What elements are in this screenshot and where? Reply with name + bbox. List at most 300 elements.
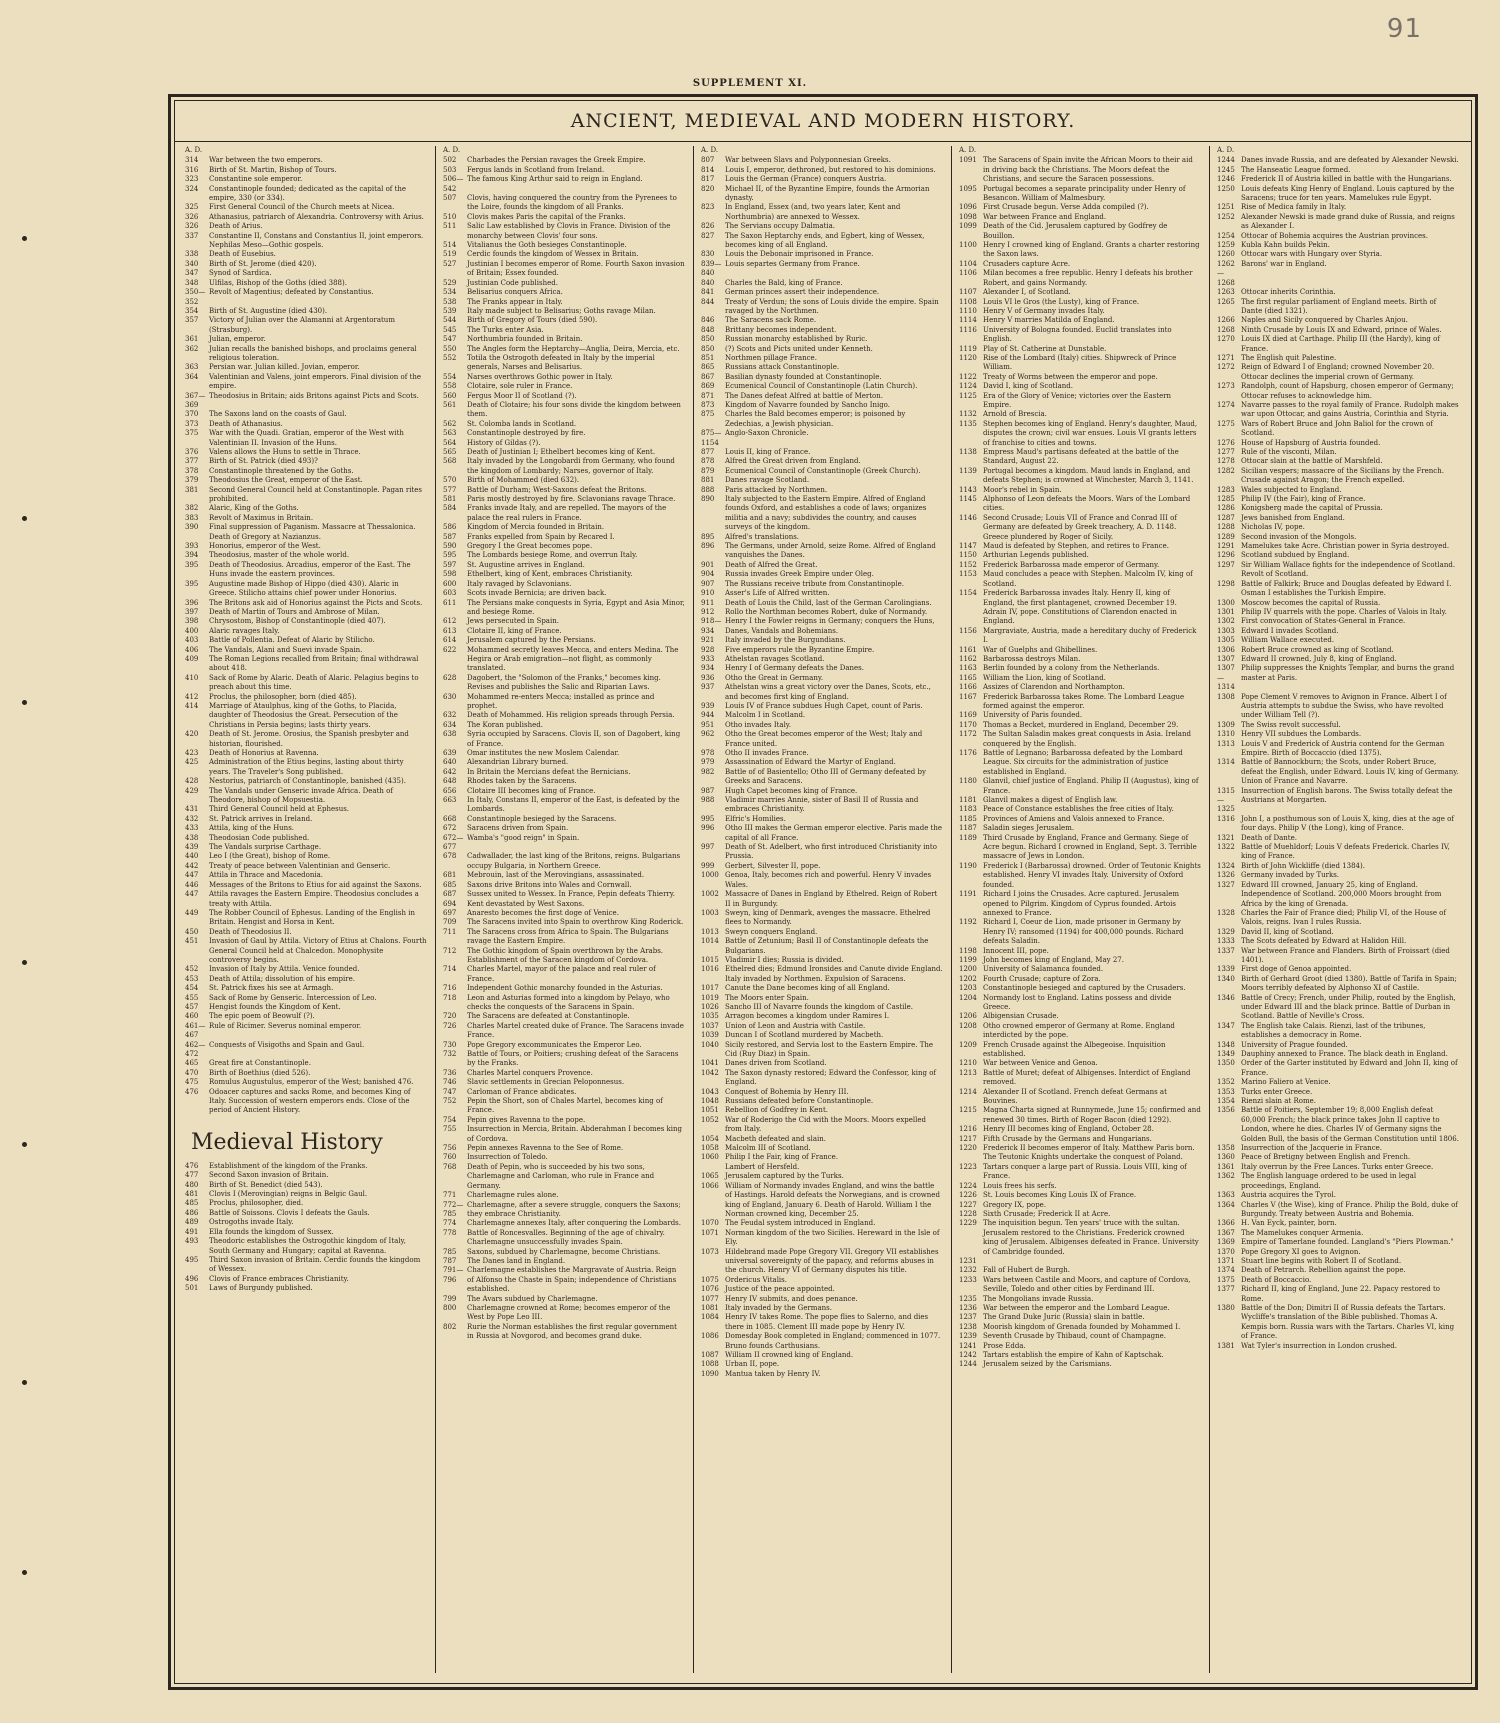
entry-year: 1154 <box>959 589 977 598</box>
entry-year: 1285 <box>1217 495 1235 504</box>
timeline-entry <box>443 420 685 429</box>
entry-text: Asser's Life of Alfred written. <box>725 589 830 598</box>
entry-text: Third Saxon invasion of Britain. Cerdic founds the kingdom of Wessex. <box>209 1255 421 1274</box>
entry-year: 1203 <box>959 984 977 993</box>
entry-year: 1265 <box>1217 297 1235 306</box>
timeline-entry <box>185 279 427 288</box>
entry-year: 1150 <box>959 551 977 560</box>
entry-text: Edward II crowned, July 8, king of England. <box>1241 654 1397 663</box>
timeline-entry <box>701 166 943 175</box>
entry-year: 1135 <box>959 419 977 428</box>
timeline-entry <box>443 1144 685 1153</box>
timeline-entry <box>443 881 685 890</box>
entry-text: Danes ravage Scotland. <box>725 476 810 485</box>
timeline-entry <box>443 1041 685 1050</box>
timeline-entry <box>959 984 1201 993</box>
entry-text: German princes assert their independence. <box>725 288 880 297</box>
entry-text: Louis VI le Gros (the Lusty), king of France. <box>983 297 1140 306</box>
entry-text: The Sultan Saladin makes great conquests in Asia. Ireland conquered by the English. <box>983 730 1191 748</box>
timeline-entry <box>701 429 943 448</box>
timeline-entry <box>443 1219 685 1228</box>
entry-text: Battle of Poitiers, September 19; 8,000 English defeat 60,000 French; the black prince takes John II captive to London, where he dies. Charles IV of Germany signs the Golden Bull, the basis of the German Constitution until 1806. <box>1241 1106 1459 1143</box>
timeline-entry <box>443 448 685 457</box>
entry-year: 752 <box>443 1097 457 1106</box>
entry-year: 711 <box>443 927 457 936</box>
timeline-entry <box>1217 561 1459 580</box>
entry-text: William II crowned king of England. <box>725 1351 854 1359</box>
timeline-entry <box>443 213 685 222</box>
entry-year: 936 <box>701 673 715 682</box>
entry-text: Treaty of Verdun; the sons of Louis divide the empire. Spain ravaged by the Northmen. <box>725 297 939 315</box>
timeline-entry <box>1217 486 1459 495</box>
timeline-entry <box>443 298 685 307</box>
timeline-entry <box>1217 871 1459 880</box>
entry-text: Alfred's translations. <box>725 532 800 541</box>
entry-text: Marino Faliero at Venice. <box>1241 1078 1331 1087</box>
timeline-entry <box>959 448 1201 467</box>
timeline-entry <box>185 345 427 364</box>
timeline-entry <box>959 730 1201 749</box>
timeline-entry <box>959 777 1201 796</box>
entry-text: The Gothic kingdom of Spain overthrown by the Arabs. Establishment of the Saracen kingdom of Cordova. <box>467 946 664 964</box>
entry-year: 428 <box>185 777 199 786</box>
timeline-entry <box>443 476 685 485</box>
timeline-entry <box>959 185 1201 204</box>
timeline-entry <box>959 269 1201 288</box>
binding-hole <box>22 1570 27 1575</box>
entry-text: Odoacer captures and sacks Rome, and becomes King of Italy. Succession of western emperors ends. Close of the period of Ancient History. <box>209 1087 411 1115</box>
timeline-entry <box>959 956 1201 965</box>
entry-year: 431 <box>185 805 199 814</box>
timeline-entry <box>701 599 943 608</box>
timeline-entry <box>701 1276 943 1285</box>
entry-year: 1040 <box>701 1040 719 1049</box>
entry-text: Sack of Rome by Alaric. Death of Alaric. Pelagius begins to preach about this time. <box>209 673 419 692</box>
entry-text: History of Gildas (?). <box>467 438 541 447</box>
timeline-entry <box>443 636 685 645</box>
timeline-entry <box>185 1209 427 1218</box>
timeline-column-2 <box>443 146 685 1673</box>
timeline-entry <box>959 298 1201 307</box>
entry-text: Honorius, emperor of the West. <box>209 542 321 551</box>
entry-text: Fergus Moor II of Scotland (?). <box>467 391 577 400</box>
timeline-entry <box>443 392 685 401</box>
entry-text: Victory of Julian over the Alamanni at Argentoratum (Strasburg). <box>209 316 395 334</box>
entry-text: The Danes defeat Alfred at battle of Merton. <box>725 391 883 400</box>
entry-text: Death of Boccaccio. <box>1241 1275 1312 1284</box>
timeline-entry <box>959 213 1201 222</box>
timeline-entry <box>443 984 685 993</box>
timeline-entry <box>1217 504 1459 513</box>
entry-text: Provinces of Amiens and Valois annexed to France. <box>983 814 1165 823</box>
entry-year: 978 <box>701 749 715 757</box>
entry-year: 1377 <box>1217 1285 1235 1294</box>
entry-text: Five emperors rule the Byzantine Empire. <box>725 645 875 654</box>
entry-text: Valentinian and Valens, joint emperors. Final division of the empire. <box>209 372 422 391</box>
entry-text: Turks enter Greece. <box>1241 1087 1313 1096</box>
timeline-entry <box>959 646 1201 655</box>
entry-year: 1298 <box>1217 579 1235 588</box>
entry-year: 527 <box>443 259 457 268</box>
entry-year: 382 <box>185 504 199 513</box>
timeline-entry <box>185 156 427 165</box>
timeline-entry <box>1217 655 1459 664</box>
entry-year: 433 <box>185 824 199 833</box>
entry-year: 1066 <box>701 1181 719 1190</box>
history-table-frame <box>168 94 1478 1690</box>
entry-text: Frederick Barbarossa invades Italy. Henry II, king of England, the first plantagenet, crowned December 19. Adrain IV, pope. Constitutions of Clarendon enacted in England. <box>983 589 1177 626</box>
entry-text: The English take Calais. Rienzi, last of the tribunes, establishes a democracy in Rome. <box>1241 1021 1426 1040</box>
timeline-columns <box>185 146 1461 1673</box>
timeline-entry <box>1217 1097 1459 1106</box>
page-number: 91 <box>1386 14 1422 44</box>
entry-text: Revolt of Maximus in Britain. <box>209 513 314 522</box>
entry-year: 568 <box>443 457 457 466</box>
entry-year: 450 <box>185 927 199 936</box>
entry-year: 600 <box>443 579 457 588</box>
entry-year: 1114 <box>959 316 977 325</box>
entry-text: Barbarossa destroys Milan. <box>983 654 1081 663</box>
timeline-entry <box>185 203 427 212</box>
entry-text: Justinian Code published. <box>467 278 558 287</box>
timeline-entry <box>443 260 685 279</box>
entry-year: 1189 <box>959 833 977 842</box>
entry-text: Wamba's "good reign" in Spain. <box>467 833 580 842</box>
entry-year: 440 <box>185 852 199 861</box>
entry-year: 1143 <box>959 485 977 494</box>
entry-year: 1275 <box>1217 419 1235 428</box>
entry-text: Alexander II of Scotland. French defeat Germans at Bouvines. <box>983 1087 1167 1106</box>
entry-text: Alexander Newski is made grand duke of Russia, and reigns as Alexander I. <box>1241 212 1455 231</box>
timeline-entry <box>185 363 427 372</box>
entry-year: 1162 <box>959 654 977 663</box>
era-label: A. D. <box>443 146 461 154</box>
timeline-entry <box>959 1360 1201 1369</box>
entry-text: Charles Martel created duke of France. The Saracens invade France. <box>467 1021 684 1040</box>
timeline-entry <box>443 928 685 947</box>
entry-year: 988 <box>701 796 715 805</box>
entry-text: Kubla Kahn builds Pekin. <box>1241 241 1330 250</box>
entry-year: 383 <box>185 513 199 522</box>
entry-year: 420 <box>185 730 199 739</box>
timeline-entry <box>185 890 427 909</box>
entry-text: Birth of Gregory of Tours (died 590). <box>467 316 598 325</box>
entry-text: The Saxon dynasty restored; Edward the Confessor, king of England. <box>725 1068 937 1087</box>
entry-year: 1116 <box>959 325 977 334</box>
timeline-entry <box>1217 439 1459 448</box>
entry-text: Invasion of Gaul by Attila. Victory of Etius at Chalons. Fourth General Council held at Chalcedon. Monophysite controversy begins. <box>209 937 427 964</box>
timeline-entry <box>185 1190 427 1199</box>
entry-text: Henry IV takes Rome. The pope flies to Salerno, and dies there in 1085. Clement III made pope by Henry IV. <box>725 1313 929 1331</box>
timeline-entry <box>1217 241 1459 250</box>
entry-text: Athelstan ravages Scotland. <box>725 654 825 663</box>
entry-year: 1236 <box>959 1303 977 1312</box>
entry-text: In Italy, Constans II, emperor of the East, is defeated by the Lombards. <box>467 796 680 814</box>
timeline-entry <box>959 1201 1201 1210</box>
entry-text: Scots invade Bernicia; are driven back. <box>467 589 607 598</box>
timeline-entry <box>1217 815 1459 834</box>
entry-year: 1364 <box>1217 1200 1235 1209</box>
entry-text: Administration of the Etius begins, lasting about thirty years. The Traveler's Song published. <box>209 758 404 776</box>
timeline-entry <box>1217 1191 1459 1200</box>
entry-year: 1297 <box>1217 560 1235 569</box>
timeline-entry <box>701 1116 943 1135</box>
timeline-entry <box>1217 467 1459 486</box>
entry-year: 907 <box>701 579 715 588</box>
timeline-entry <box>701 382 943 391</box>
entry-year: 877 <box>701 448 715 456</box>
entry-text: Death of Eusebius. <box>209 250 276 259</box>
entry-year: 1152 <box>959 560 977 569</box>
entry-text: Theodosius the Great, emperor of the East. <box>209 476 363 485</box>
entry-year: 534 <box>443 288 457 297</box>
timeline-entry <box>1217 1219 1459 1228</box>
title-divider <box>175 141 1471 142</box>
timeline-entry <box>443 401 685 420</box>
entry-year: 1306 <box>1217 645 1235 654</box>
timeline-entry <box>185 909 427 928</box>
timeline-entry <box>185 805 427 814</box>
entry-text: (?) Scots and Picts united under Kenneth. <box>725 344 873 353</box>
entry-year: 1374 <box>1217 1266 1235 1275</box>
timeline-entry <box>1217 326 1459 335</box>
entry-year: 642 <box>443 767 457 776</box>
timeline-entry <box>185 871 427 880</box>
entry-text: Portugal becomes a kingdom. Maud lands in England, and defeats Stephen; is crowned at Winchester, March 3, 1141. <box>983 466 1194 485</box>
entry-text: Northmen pillage France. <box>725 353 817 362</box>
timeline-column-1 <box>185 146 427 1673</box>
entry-year: 429 <box>185 786 199 795</box>
entry-year: 681 <box>443 871 457 880</box>
entry-text: Birth of St. Jerome (died 420). <box>209 259 317 268</box>
entry-year: 1172 <box>959 730 977 739</box>
timeline-entry <box>443 617 685 626</box>
timeline-entry <box>701 589 943 598</box>
entry-year: 1084 <box>701 1313 719 1322</box>
timeline-entry <box>959 1295 1201 1304</box>
entry-year: 340 <box>185 259 199 268</box>
timeline-entry <box>185 166 427 175</box>
entry-year: 1223 <box>959 1162 977 1171</box>
entry-text: Kingdom of Navarre founded by Sancho Inigo. <box>725 400 890 409</box>
timeline-entry <box>701 843 943 862</box>
entry-year: 802 <box>443 1322 457 1331</box>
timeline-entry <box>959 392 1201 411</box>
entry-year: 844 <box>701 297 715 306</box>
timeline-entry <box>959 674 1201 683</box>
timeline-entry <box>1217 260 1459 288</box>
entry-year: 586 <box>443 523 457 532</box>
timeline-entry <box>443 354 685 373</box>
timeline-entry <box>701 250 943 259</box>
timeline-entry <box>701 401 943 410</box>
entry-year: 1307—1314 <box>1217 664 1235 692</box>
entry-text: Carloman of France abdicates. <box>467 1087 577 1096</box>
entry-year: 1309 <box>1217 720 1235 729</box>
entry-year: 1002 <box>701 890 719 899</box>
timeline-entry <box>1217 1304 1459 1342</box>
entry-year: 890 <box>701 495 715 504</box>
entry-year: 362 <box>185 344 199 353</box>
entry-year: 316 <box>185 165 199 174</box>
entry-year: 996 <box>701 824 715 833</box>
timeline-entry <box>1217 1248 1459 1257</box>
entry-year: 771 <box>443 1191 457 1200</box>
entry-year: 439 <box>185 843 199 852</box>
entry-text: The Britons ask aid of Honorius against the Picts and Scots. <box>209 598 423 607</box>
entry-year: 432 <box>185 814 199 823</box>
entry-text: Ninth Crusade by Louis IX and Edward, prince of Wales. <box>1241 325 1442 334</box>
entry-year: 1270 <box>1217 335 1235 344</box>
entry-text: Ottocar inherits Corinthia. <box>1241 288 1336 297</box>
entry-text: Louis separtes Germany from France. <box>725 259 860 268</box>
timeline-entry <box>959 542 1201 551</box>
entry-year: 840 <box>701 278 715 287</box>
entry-text: War between Slavs and Polyponnesian Greeks. <box>725 156 891 165</box>
timeline-entry <box>1217 608 1459 617</box>
entry-year: 538 <box>443 297 457 306</box>
entry-year: 1287 <box>1217 513 1235 522</box>
entry-text: Frederick Barbarossa made emperor of Germany. <box>983 560 1160 569</box>
entry-text: Vladimir marries Annie, sister of Basil II of Russia and embraces Christianity. <box>725 796 919 814</box>
entry-year: 403 <box>185 636 199 645</box>
timeline-entry <box>959 561 1201 570</box>
timeline-entry <box>443 439 685 448</box>
timeline-entry <box>185 815 427 824</box>
entry-text: Ethelbert, king of Kent, embraces Christianity. <box>467 570 633 579</box>
column-divider <box>1209 146 1210 1673</box>
timeline-entry <box>443 947 685 966</box>
timeline-entry <box>443 1191 685 1200</box>
timeline-entry <box>443 1295 685 1304</box>
timeline-entry <box>701 1069 943 1088</box>
timeline-entry <box>1217 994 1459 1022</box>
entry-year: 1170 <box>959 720 977 729</box>
entry-text: The Scots defeated by Edward at Halidon Hill. <box>1241 937 1407 946</box>
timeline-entry <box>185 542 427 551</box>
entry-text: Death of St. Adelbert, who first introduced Christianity into Prussia. <box>725 843 937 861</box>
timeline-entry <box>443 730 685 749</box>
timeline-entry <box>443 589 685 598</box>
entry-year: 1122 <box>959 372 977 381</box>
entry-year: 476 <box>185 1161 199 1170</box>
timeline-entry <box>1217 514 1459 523</box>
entry-year: 1183 <box>959 805 977 814</box>
timeline-entry <box>701 260 943 279</box>
timeline-entry <box>185 1012 427 1021</box>
timeline-entry <box>443 551 685 560</box>
entry-text: Conquest of Bohemia by Henry III. <box>725 1087 849 1096</box>
entry-text: Empress Maud's partisans defeated at the battle of the Standard, August 22. <box>983 448 1179 466</box>
entry-year: 425 <box>185 758 199 767</box>
timeline-entry <box>185 1162 427 1171</box>
entry-text: Otho the Great in Germany. <box>725 673 824 682</box>
entry-text: Italy invaded by the Germans. <box>725 1303 832 1312</box>
timeline-entry <box>959 222 1201 241</box>
entry-text: Arthurian Legends published. <box>983 551 1089 560</box>
timeline-entry <box>1217 1088 1459 1097</box>
entry-year: 438 <box>185 833 199 842</box>
entry-text: Philip suppresses the Knights Templar, and burns the grand master at Paris. <box>1241 664 1455 682</box>
entry-year: 373 <box>185 419 199 428</box>
timeline-entry <box>959 721 1201 730</box>
entry-year: 326 <box>185 222 199 231</box>
entry-year: 895 <box>701 532 715 541</box>
entry-year: 1100 <box>959 241 977 250</box>
timeline-entry <box>701 646 943 655</box>
timeline-entry <box>1217 533 1459 542</box>
entry-text: Hugh Capet becomes king of France. <box>725 786 858 795</box>
timeline-entry <box>959 570 1201 589</box>
binding-hole <box>22 1142 27 1147</box>
entry-year: 875—1154 <box>701 429 722 447</box>
timeline-entry <box>959 862 1201 890</box>
timeline-entry <box>1217 523 1459 532</box>
entry-text: Julian, emperor. <box>209 335 266 344</box>
entry-text: Berlin founded by a colony from the Netherlands. <box>983 664 1160 673</box>
entry-year: 1181 <box>959 796 977 805</box>
timeline-entry <box>959 307 1201 316</box>
supplement-label: SUPPLEMENT XI. <box>692 78 808 89</box>
entry-text: Charles Martel, mayor of the palace and real ruler of France. <box>467 965 656 983</box>
entry-text: Otho II invades France. <box>725 749 809 757</box>
timeline-entry <box>443 307 685 316</box>
entry-text: Henry III becomes king of England, October 28. <box>983 1125 1154 1134</box>
entry-year: 772—785 <box>443 1200 464 1218</box>
timeline-entry <box>701 542 943 561</box>
entry-text: The Angles form the Heptarchy—Anglia, Deira, Mercia, etc. <box>467 344 680 353</box>
entry-text: Otho III makes the German emperor elective. Paris made the capital of all France. <box>725 824 943 842</box>
timeline-entry <box>959 664 1201 673</box>
entry-text: Crusaders capture Acre. <box>983 259 1071 268</box>
entry-text: Wars of Robert Bruce and John Baliol for the crown of Scotland. <box>1241 419 1433 438</box>
entry-text: The epic poem of Beowulf (?). <box>209 1012 315 1021</box>
entry-year: 1202 <box>959 974 977 983</box>
entry-year: 774 <box>443 1219 457 1228</box>
entry-year: 1071 <box>701 1228 719 1237</box>
entry-text: The Danes land in England. <box>467 1256 566 1265</box>
entry-text: Constantinople founded; dedicated as the capital of the empire, 330 (or 334). <box>209 184 407 203</box>
entry-text: Henry IV submits, and does penance. <box>725 1294 858 1303</box>
entry-text: First Crusade begun. Verse Adda compiled (?). <box>983 203 1149 212</box>
timeline-entry <box>185 448 427 457</box>
timeline-entry <box>1217 834 1459 843</box>
entry-text: Death of Theodosius II. <box>209 927 292 936</box>
timeline-entry <box>701 721 943 730</box>
timeline-entry <box>443 1257 685 1266</box>
entry-text: Stephen becomes king of England. Henry's daughter, Maud, disputes the crown; civil war ensues. Louis VI grants letters of franchise to cities and towns. <box>983 419 1198 447</box>
entry-year: 714 <box>443 965 457 974</box>
entry-text: The English language ordered to be used in legal proceedings, England. <box>1241 1172 1417 1190</box>
timeline-entry <box>185 1022 427 1041</box>
entry-text: Empire of Tamerlane founded. Langland's "Piers Plowman." <box>1241 1238 1454 1247</box>
entry-text: The Vandals under Genseric invade Africa. Death of Theodore, bishop of Mopsuestia. <box>209 786 393 805</box>
entry-text: Otho the Great becomes emperor of the West; Italy and France united. <box>725 730 923 748</box>
entry-year: 1307 <box>1217 654 1235 663</box>
entry-text: Death of Justinian I; Ethelbert becomes king of Kent. <box>467 448 656 456</box>
timeline-entry <box>1217 213 1459 232</box>
timeline-entry <box>185 1181 427 1190</box>
timeline-entry <box>443 994 685 1013</box>
binding-hole <box>22 700 27 705</box>
entry-year: 1305 <box>1217 636 1235 645</box>
entry-text: Hildebrand made Pope Gregory VII. Gregory VII establishes universal sovereignty of the papacy, and reforms abuses in the church. Henry VI of Germany disputes his title. <box>725 1247 939 1275</box>
timeline-entry <box>1217 401 1459 420</box>
timeline-entry <box>443 316 685 325</box>
timeline-entry <box>1217 542 1459 551</box>
entry-text: Hengist founds the Kingdom of Kent. <box>209 1002 341 1011</box>
entry-year: 1000 <box>701 871 719 880</box>
